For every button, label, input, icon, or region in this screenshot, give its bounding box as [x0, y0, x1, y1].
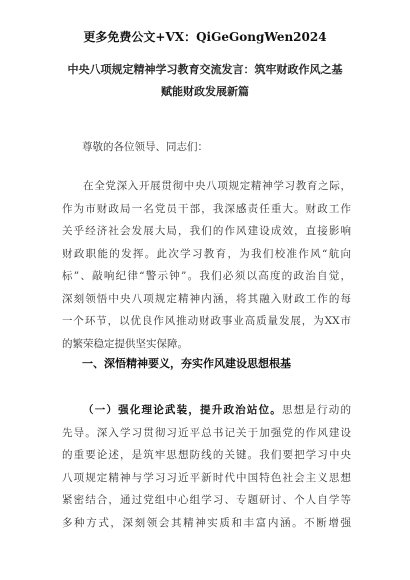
paragraph-intro — [62, 175, 351, 355]
paragraph-line: 标”、敲响纪律“警示钟”。我们必须以高度的政治自觉， — [62, 270, 351, 282]
document-title — [40, 59, 370, 103]
paragraph-subsection — [62, 399, 351, 534]
title-line-1: 中央八项规定精神学习教育交流发言：筑牢财政作风之基 — [67, 63, 343, 76]
salutation: 尊敬的各位领导、同志们： — [82, 141, 208, 153]
promo-banner: 更多免费公文+VX：QiGeGongWen2024 — [83, 30, 327, 44]
paragraph-line: 紧密结合，通过党组中心组学习、专题研讨、个人自学等 — [62, 494, 351, 506]
subsection-lead-text: 思想是行动的 — [281, 404, 352, 416]
paragraph-line: 深刻领悟中央八项规定精神内涵，将其融入财政工作的每 — [62, 292, 351, 305]
paragraph-line: 的重要论述，是筑牢思想防线的关键。我们要把学习中央 — [62, 449, 351, 461]
paragraph-line: 在全党深入开展贯彻中央八项规定精神学习教育之际， — [83, 180, 351, 192]
subsection-heading: （一）强化理论武装，提升政治站位。 — [83, 404, 282, 416]
paragraph-line: 八项规定精神与学习习近平新时代中国特色社会主义思想 — [62, 471, 351, 484]
paragraph-line: 的繁荣稳定提供坚实保障。 — [62, 337, 188, 350]
paragraph-line: 关乎经济社会发展大局，我们的作风建设成效，直接影响 — [62, 225, 351, 237]
section-heading: 一、深悟精神要义，夯实作风建设思想根基 — [82, 357, 291, 370]
paragraph-line: 多种方式，深刻领会其精神实质和丰富内涵。不断增强 — [62, 516, 351, 529]
paragraph-line — [62, 399, 351, 422]
paragraph-line: 作为市财政局一名党员干部，我深感责任重大。财政工作 — [62, 202, 351, 215]
paragraph-line: 财政职能的发挥。此次学习教育，为我们校准作风“航向 — [62, 247, 351, 260]
paragraph-line: 一个环节，以优良作风推动财政事业高质量发展，为XX市 — [62, 315, 351, 327]
title-line-2: 赋能财政发展新篇 — [161, 85, 249, 98]
paragraph-line: 先导。深入学习贯彻习近平总书记关于加强党的作风建设 — [62, 426, 351, 439]
